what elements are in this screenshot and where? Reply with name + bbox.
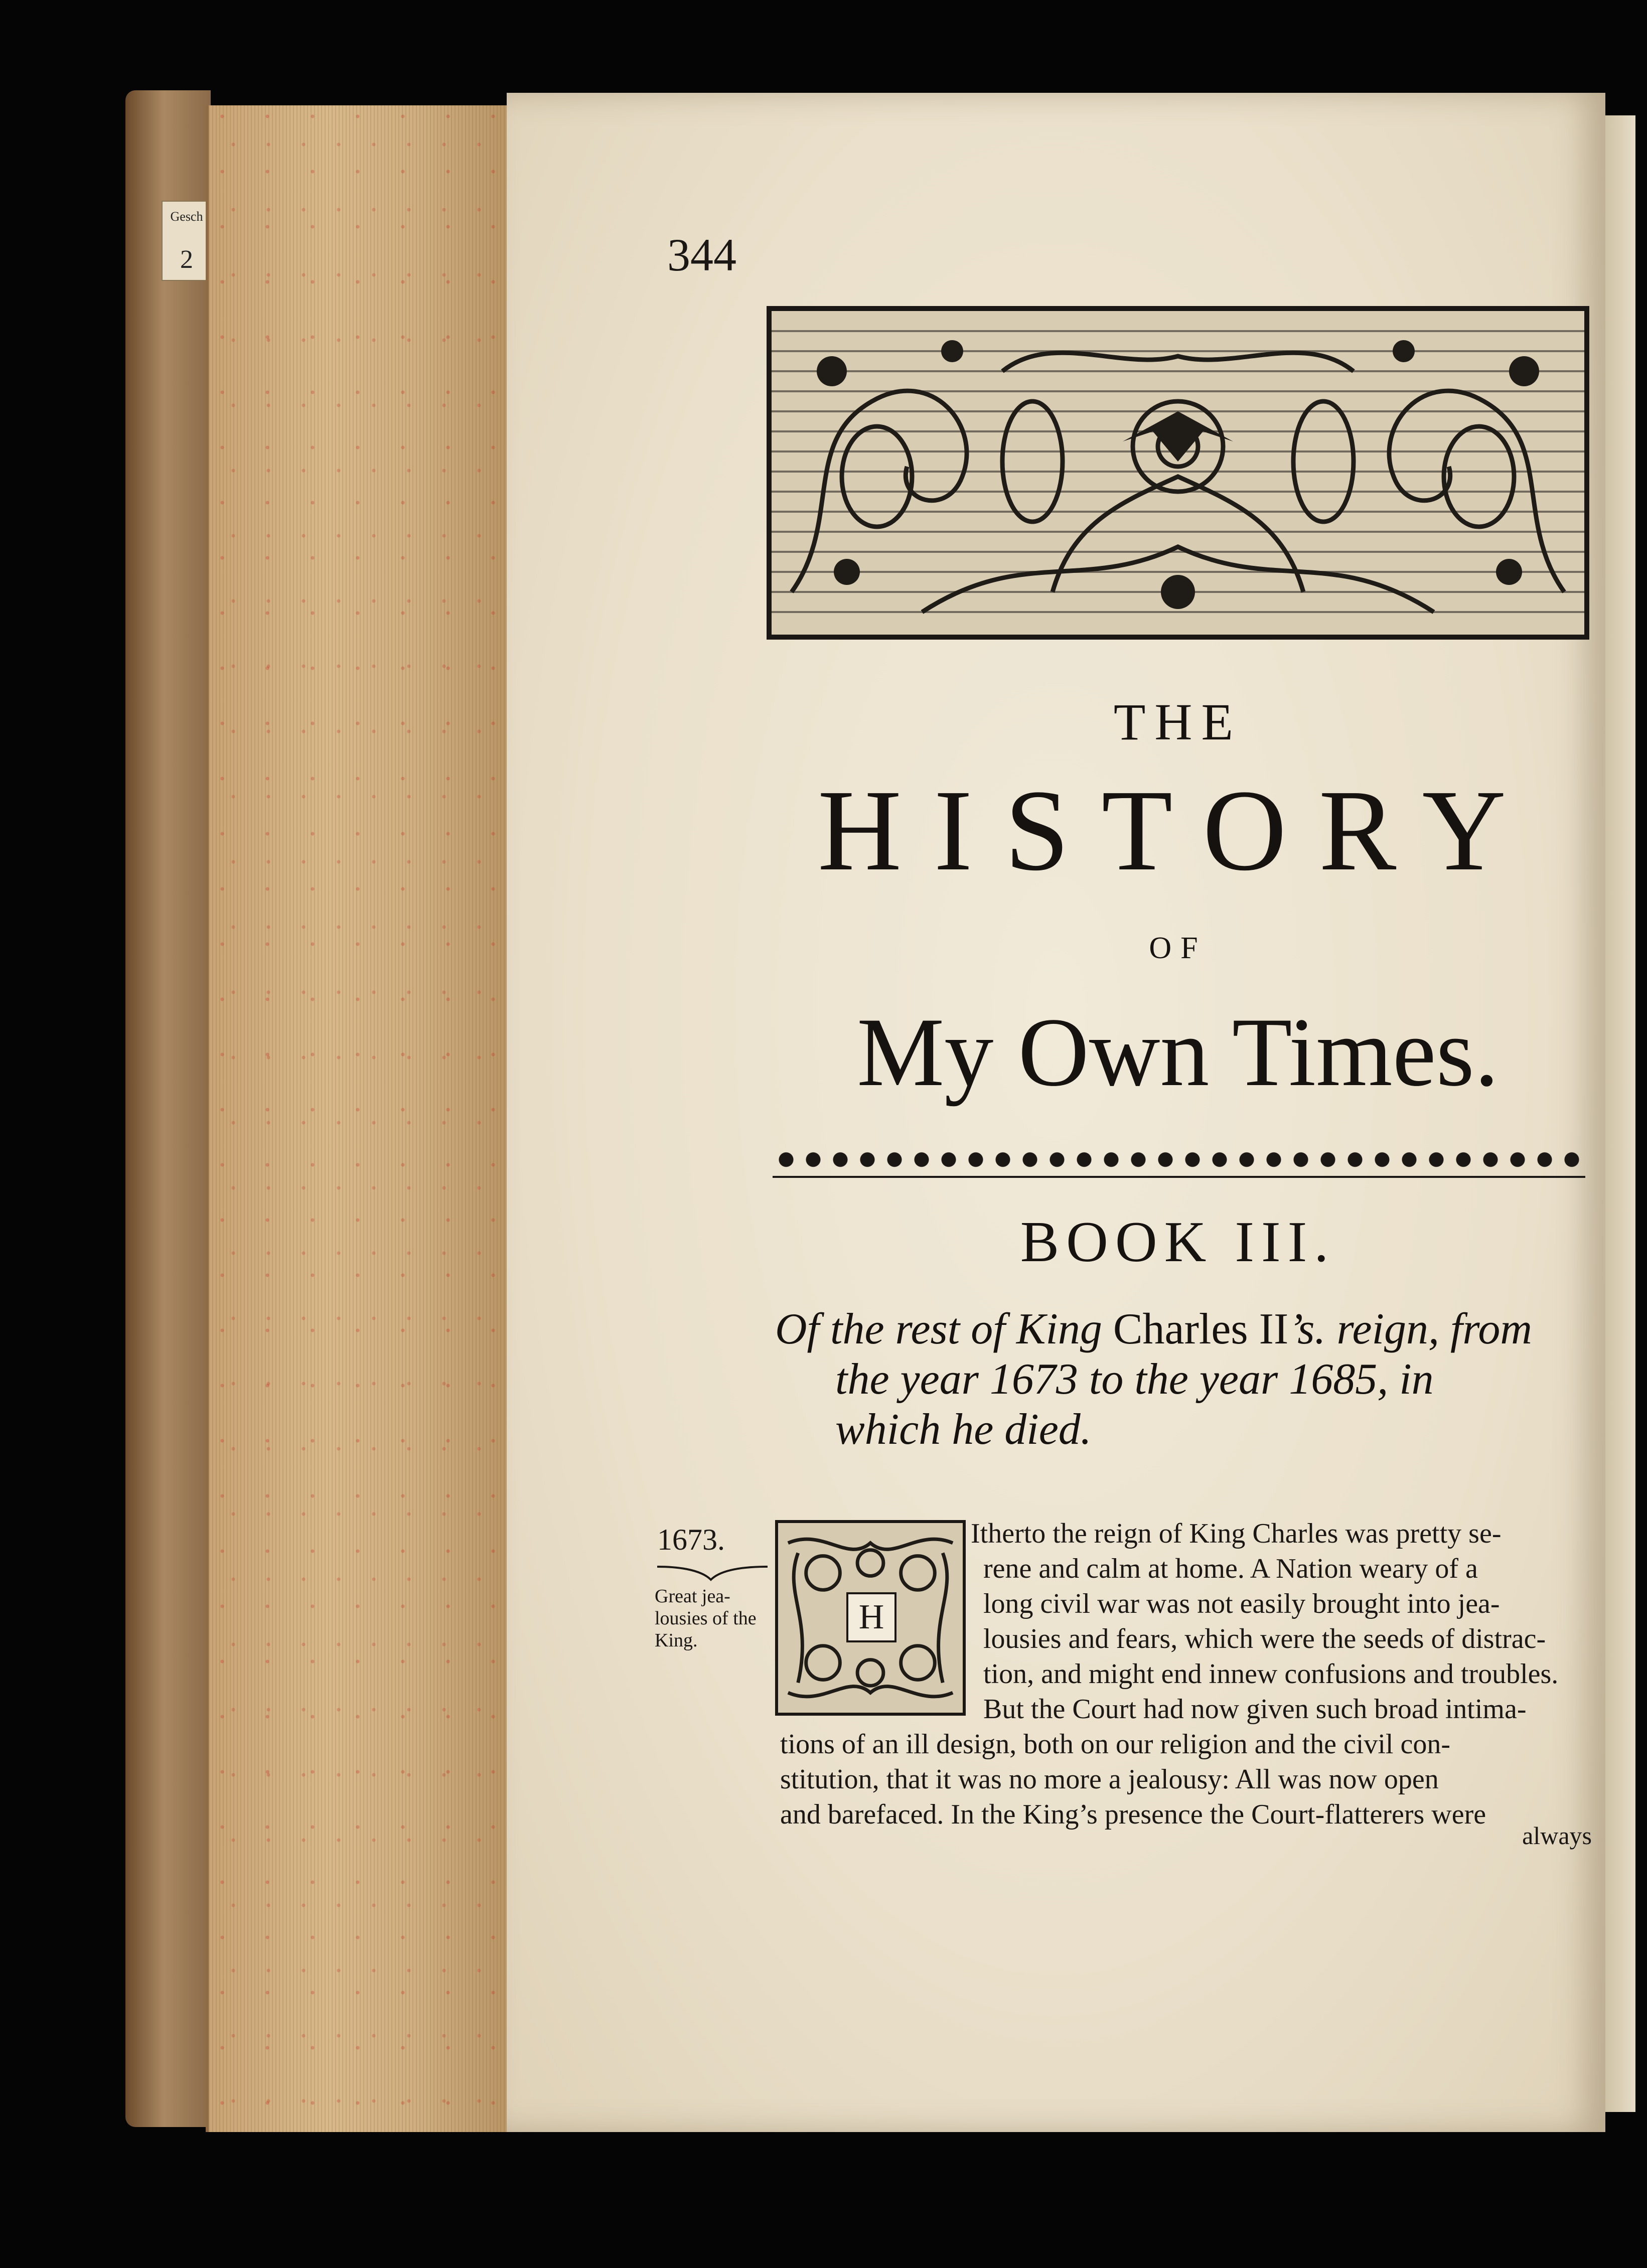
drop-cap-ornament [775,1520,966,1716]
margin-brace-icon [655,1563,770,1583]
body-line: tion, and might end innew confusions and troubles. [983,1658,1559,1690]
book-subtitle [775,1304,1593,1455]
body-line: tions of an ill design, both on our religion and the civil con- [780,1729,1450,1760]
shelf-label [162,201,212,281]
book-number: BOOK III. [1020,1210,1336,1274]
body-line: long civil war was not easily brought into jea- [983,1588,1500,1619]
page-number: 344 [667,229,736,280]
margin-note-line: King. [655,1630,698,1651]
title-my-own-times: My Own Times. [857,998,1499,1107]
body-line: lousies and fears, which were the seeds of distrac- [983,1623,1546,1654]
margin-note [655,1585,780,1651]
shelf-label-text: Gesch [170,209,203,224]
next-page-edge [1605,115,1635,2112]
subtitle-part1: Of the rest of King [775,1305,1102,1353]
subtitle-line2: the year 1673 to the year 1685, in [835,1355,1434,1404]
margin-year: 1673. [657,1523,725,1556]
catchword: always [1522,1822,1592,1850]
body-line: But the Court had now given such broad intima- [983,1694,1527,1725]
shelf-label-number: 2 [180,245,193,274]
margin-note-line: Great jea- [655,1586,730,1607]
drop-cap-letter: H [846,1592,896,1642]
book-cover-spine [125,90,211,2127]
headpiece-ornament-icon [772,311,1584,635]
margin-note-line: lousies of the [655,1608,757,1629]
subtitle-part3: ’s. reign, from [1288,1305,1532,1353]
body-line: Itherto the reign of King Charles was pretty se- [971,1518,1502,1549]
page-edges [206,105,510,2132]
title-of: OF [1149,931,1207,965]
title-history: HISTORY [817,766,1539,895]
body-line: rene and calm at home. A Nation weary of a [983,1553,1478,1584]
body-line: and barefaced. In the King’s presence the Court-flatterers were [780,1799,1486,1830]
subtitle-king-name: Charles II [1113,1305,1289,1353]
headpiece-engraving [767,306,1589,640]
body-line: stitution, that it was no more a jealousy: All was now open [780,1764,1439,1795]
subtitle-line3: which he died. [835,1405,1092,1454]
ornament-rule [773,1149,1585,1178]
title-the: THE [1113,693,1243,751]
